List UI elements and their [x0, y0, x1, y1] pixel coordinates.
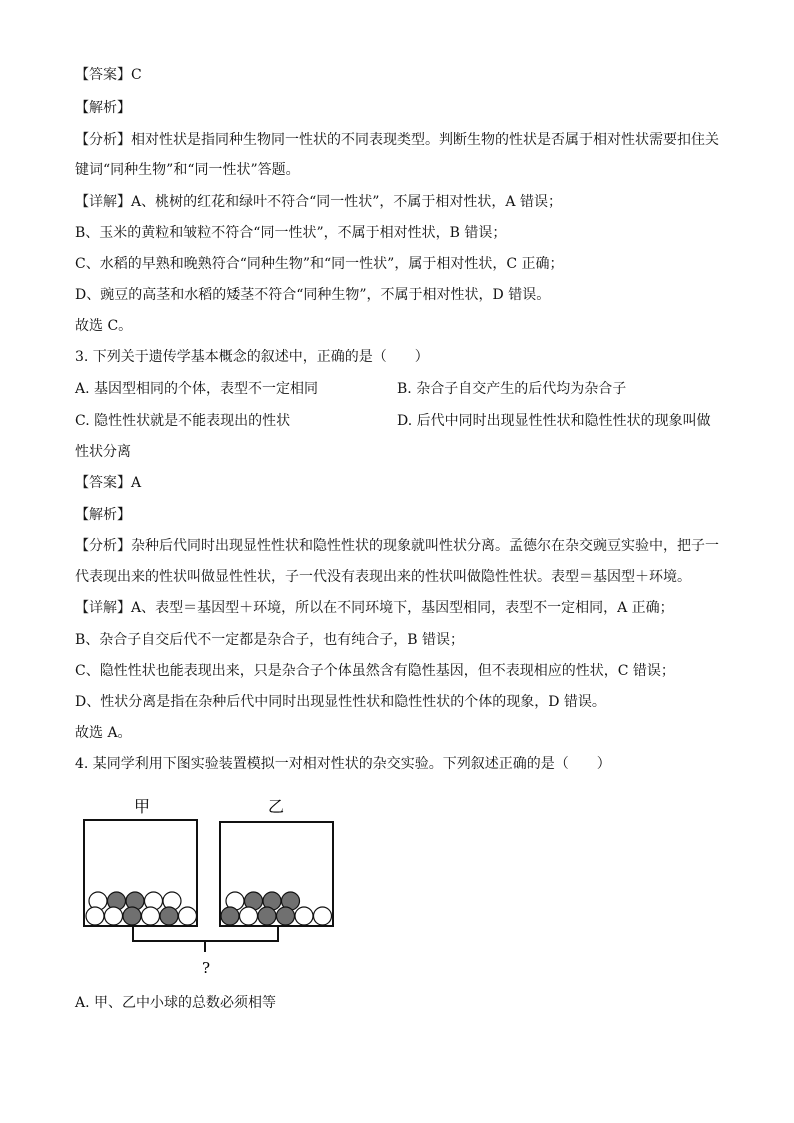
yi-bottom-ball-white [240, 907, 258, 925]
q3-detail-d: D、性状分离是指在杂种后代中同时出现显性性状和隐性性状的个体的现象，D 错误。 [75, 694, 606, 710]
jia-bottom-ball-white [105, 907, 123, 925]
q3-option-b: B. 杂合子自交产生的后代均为杂合子 [397, 381, 627, 397]
q2-answer-line [75, 65, 142, 85]
q3-fenxi-line1 [75, 536, 719, 556]
question-mark: ? [201, 959, 211, 977]
q3-fenxi-line2: 代表现出来的性状叫做显性性状，子一代没有表现出来的性状叫做隐性性状。表型＝基因型＋环境。 [75, 569, 691, 585]
jia-bottom-ball-gray [160, 907, 178, 925]
q2-detail-b: B、玉米的黄粒和皱粒不符合“同一性状”，不属于相对性状，B 错误； [75, 225, 507, 241]
label-yi: 乙 [267, 797, 285, 816]
answer-value: C [131, 67, 142, 83]
yi-bottom-ball-white [314, 907, 332, 925]
q2-fenxi-line2: 键词“同种生物”和“同一性状”答题。 [75, 162, 300, 178]
q2-conclusion: 故选 C。 [75, 318, 133, 334]
q3-option-d-line2: 性状分离 [75, 444, 131, 460]
q3-stem: 3. 下列关于遗传学基本概念的叙述中，正确的是（ ） [75, 349, 429, 365]
q3-detail-a [75, 598, 674, 618]
yi-bottom-ball-gray [277, 907, 295, 925]
detail-tag: 【详解】 [75, 600, 131, 616]
balls-yi [221, 892, 332, 925]
q4-option-a: A. 甲、乙中小球的总数必须相等 [75, 995, 277, 1011]
q2-detail-a [75, 192, 562, 212]
jia-bottom-ball-gray [123, 907, 141, 925]
q2-detail-d: D、豌豆的高茎和水稻的矮茎不符合“同种生物”，不属于相对性状，D 错误。 [75, 287, 551, 303]
q3-option-d-line1: D. 后代中同时出现显性性状和隐性性状的现象叫做 [397, 413, 711, 429]
yi-bottom-ball-gray [258, 907, 276, 925]
detail-tag: 【详解】 [75, 194, 131, 210]
q3-detail-b: B、杂合子自交后代不一定都是杂合子，也有纯合子，B 错误； [75, 632, 465, 648]
q2-fenxi-line1 [75, 130, 719, 150]
answer-tag: 【答案】 [75, 475, 131, 491]
label-jia: 甲 [133, 797, 151, 816]
q3-conclusion: 故选 A。 [75, 725, 132, 741]
q3-answer-line [75, 473, 141, 493]
yi-bottom-ball-gray [221, 907, 239, 925]
jia-bottom-ball-white [86, 907, 104, 925]
answer-tag: 【答案】 [75, 67, 131, 83]
q3-detail-c: C、隐性性状也能表现出来，只是杂合子个体虽然含有隐性基因，但不表现相应的性状，C 错误； [75, 663, 675, 679]
detail-text: A、表型＝基因型＋环境，所以在不同环境下，基因型相同，表型不一定相同，A 正确； [131, 600, 674, 616]
q2-analysis-title: 【解析】 [75, 100, 131, 116]
experiment-figure [80, 792, 350, 982]
connector-bracket [133, 926, 278, 941]
fenxi-tag: 【分析】 [75, 132, 131, 148]
answer-value: A [131, 475, 142, 491]
q4-stem: 4. 某同学利用下图实验装置模拟一对相对性状的杂交实验。下列叙述正确的是（ ） [75, 756, 611, 772]
jia-bottom-ball-white [179, 907, 197, 925]
jia-bottom-ball-white [142, 907, 160, 925]
fenxi-text: 杂种后代同时出现显性性状和隐性性状的现象就叫性状分离。孟德尔在杂交豌豆实验中，把子一 [131, 538, 719, 554]
q2-detail-c: C、水稻的早熟和晚熟符合“同种生物”和“同一性状”，属于相对性状，C 正确； [75, 256, 564, 272]
q3-option-a: A. 基因型相同的个体，表型不一定相同 [75, 381, 319, 397]
q3-option-c: C. 隐性性状就是不能表现出的性状 [75, 413, 291, 429]
fenxi-text: 相对性状是指同种生物同一性状的不同表现类型。判断生物的性状是否属于相对性状需要扣住关 [131, 132, 719, 148]
fenxi-tag: 【分析】 [75, 538, 131, 554]
q3-analysis-title: 【解析】 [75, 507, 131, 523]
detail-text: A、桃树的红花和绿叶不符合“同一性状”，不属于相对性状，A 错误； [131, 194, 562, 210]
balls-jia [86, 892, 197, 925]
yi-bottom-ball-white [295, 907, 313, 925]
